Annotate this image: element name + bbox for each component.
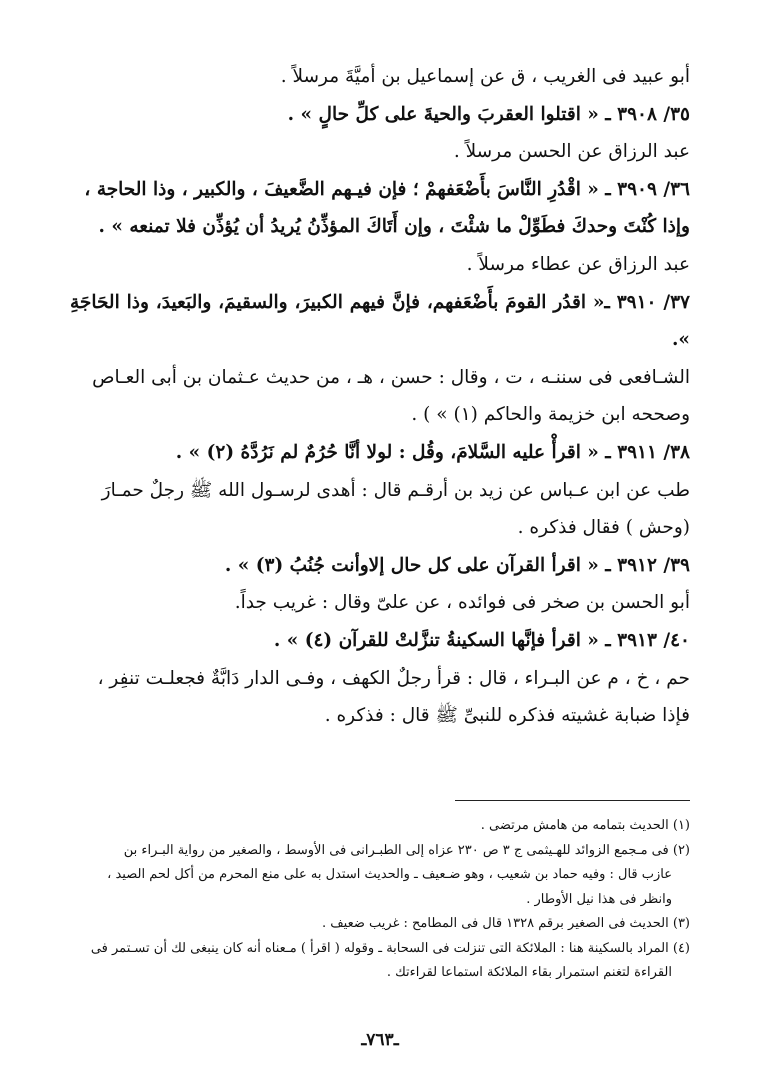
hadith-3908: ٣٥/ ٣٩٠٨ ـ « اقتلوا العقربَ والحيةَ على كلِّ حالٍ » . xyxy=(287,103,690,125)
footnote-divider xyxy=(455,800,690,801)
hadith-3913: ٤٠/ ٣٩١٣ ـ « اقرأ فإنَّها السكينةُ تنزَّلتْ للقرآن (٤) » . xyxy=(273,629,690,651)
footnote-1: (١) الحديث بتمامه من هامش مرتضى . xyxy=(480,818,690,833)
source-line: أبو عبيد فى الغريب ، ق عن إسماعيل بن أميَّةَ مرسلاً . xyxy=(280,66,690,87)
source-line: (وحش ) فقال فذكره . xyxy=(517,517,690,539)
hadith-3909-line-2: وإذا كُنْتَ وحدكَ فطَوِّلْ ما شئْتَ ، وإن أَتَاكَ المؤذِّنُ يُريدُ أن يُؤذِّن فلا تمنعه » . xyxy=(98,216,690,238)
source-line: حم ، خ ، م عن البـراء ، قال : قرأ رجلٌ الكهف ، وفـى الدار دَابَّةٌ فجعلـت تنفِر ، xyxy=(97,667,690,689)
main-text xyxy=(70,58,690,735)
footnote-2: (٢) فى مـجمع الزوائد للهـيثمى ج ٣ ص ٢٣٠ عزاه إلى الطبـرانى فى الأوسط ، والصغير من رواية البـراء بن xyxy=(123,842,690,858)
footnote-3: (٣) الحديث فى الصغير برقم ١٣٢٨ قال فى المطامح : غريب ضعيف . xyxy=(321,916,690,931)
hadith-3911: ٣٨/ ٣٩١١ ـ « اقرأْ عليه السَّلامَ، وقُل : لولا أنَّا حُرُمٌ لم نَرُدَّهُ (٢) » . xyxy=(175,441,690,463)
source-line: الشـافعى فى سننـه ، ت ، وقال : حسن ، هـ ، من حديث عـثمان بن أبى العـاص xyxy=(92,366,690,388)
source-line: وصححه ابن خزيمة والحاكم (١) » ) . xyxy=(411,404,690,426)
footnote-2-continued: وانظر فى هذا نيل الأوطار . xyxy=(526,891,672,907)
footnote-2-continued: عازب قال : وفيه حماد بن شعيب ، وهو ضـعيف ـ والحديث استدل به على منع المحرم من أكل لحم الصيد ، xyxy=(107,867,672,882)
page-number: ـ٧٦٣ـ xyxy=(361,1030,399,1050)
footnote-4-continued: القراءة لتغنم استمرار بقاء الملائكة استماعا لقراءتك . xyxy=(386,965,672,980)
source-line: أبو الحسن بن صخر فى فوائده ، عن علىّ وقال : غريب جداً. xyxy=(234,592,690,614)
source-line: عبد الرزاق عن عطاء مرسلاً . xyxy=(466,253,690,275)
source-line: عبد الرزاق عن الحسن مرسلاً . xyxy=(453,141,690,163)
footnotes xyxy=(70,814,690,986)
source-line: فإذا ضبابة غشيته فذكره للنبىِّ ﷺ قال : فذكره . xyxy=(324,705,690,727)
hadith-3910: ٣٧/ ٣٩١٠ ـ« اقدُر القومَ بأَضْعَفهم، فإنَّ فيهم الكبيرَ، والسقيمَ، والبَعيدَ، وذا الحَاجَةِ ». xyxy=(70,291,690,351)
hadith-3912: ٣٩/ ٣٩١٢ ـ « اقرأ القرآن على كل حال إلاوأنت جُنُبُ (٣) » . xyxy=(224,554,690,576)
footnote-4: (٤) المراد بالسكينة هنا : الملائكة التى تنزلت فى السحابة ـ وقوله ( اقرأ ) مـعناه أنه كان ينبغى لك أن تسـتمر فى xyxy=(90,940,690,956)
source-line: طب عن ابن عـباس عن زيد بن أرقـم قال : أهدى لرسـول الله ﷺ رجلٌ حمـارَ xyxy=(101,479,690,501)
hadith-3909-line-1: ٣٦/ ٣٩٠٩ ـ « اقْدُرِ النَّاسَ بأَضْعَفهمْ ؛ فإن فيـهم الضَّعيفَ ، والكبير ، وذا الحاجة ، xyxy=(84,178,690,200)
